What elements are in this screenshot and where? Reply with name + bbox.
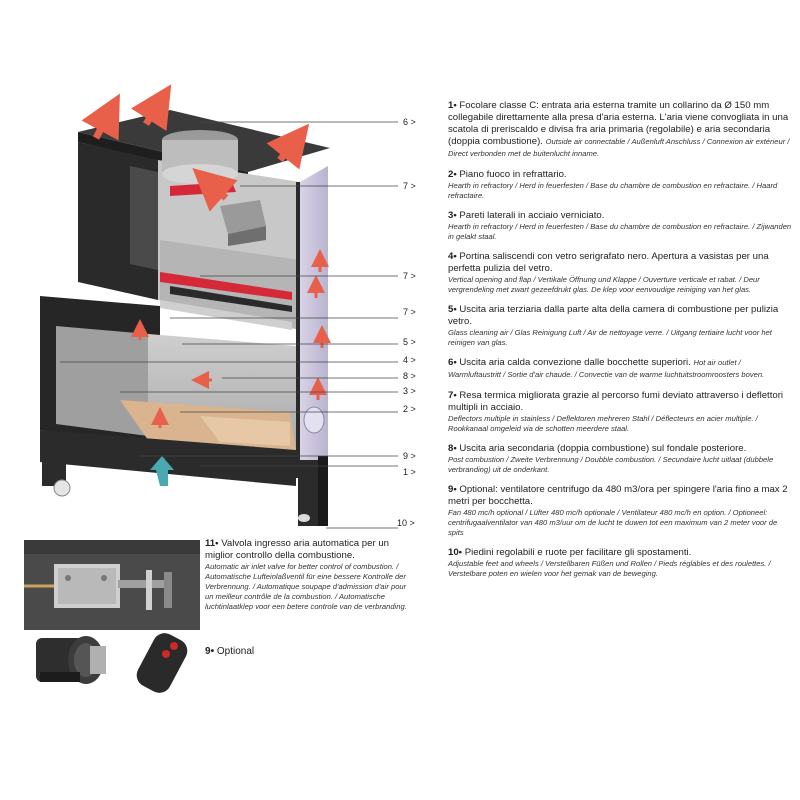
callout-label: 7 > [403,271,416,281]
note-item: 8• Uscita aria secondaria (doppia combustione) sul fondale posteriore. Post combustion / Zweite Verbrennung / Doubble combustion. / Secundaire lucht uitlaat (dubbele verbranding) uit de onderkant. [448,443,774,474]
note-item: 9• Optional: ventilatore centrifugo da 480 m3/ora per spingere l'aria fino a max 2 metri per bocchetta. Fan 480 mc/h optional / Lüfter 480 mc/h optionale / Ventilateur 480 mc/h en option. / Optioneel: centrifugaalventilator van 480 m3/uur om de lucht te duwen tot een maximum van 2 meter voor de spits [448,484,788,537]
note-item: 10• Piedini regolabili e ruote per facilitare gli spostamenti. Adjustable feet and wheels / Verstellbaren Füßen und Rollen / Pieds réglables et des roulettes. / Verstelbare poten en wielen voor het gemak van de beweging. [448,547,771,578]
callout-label: 4 > [403,355,416,365]
note-item: 1• Focolare classe C: entrata aria esterna tramite un collarino da Ø 150 mm collegabile direttamente alla presa d'aria esterna. L'aria viene convogliata in una scatola di preriscaldo e divisa fra aria primaria (regolabile) e aria secondaria (doppia combustione). Outside air connectable / Außenluft Anschluss / Connexion air extérieur / Direct verbonden met de buitenlucht inname. [448,100,790,158]
body-left-panel [78,142,158,300]
callout-label: 7 > [403,181,416,191]
callout-label: 6 > [403,117,416,127]
callout-label: 7 > [403,307,416,317]
note-item: 3• Pareti laterali in acciaio verniciato. Hearth in refractory / Herd in feuerfesten / Base du chambre de combustion en refractaire. / Zijwanden in gelakt staal. [448,210,792,241]
callout-label: 9 > [403,451,416,461]
optional-fan-and-remote-photo [24,610,200,700]
optional-label: 9• Optional [205,646,255,657]
note-item-11: 11• Valvola ingresso aria automatica per un miglior controllo della combustione. Automatic air inlet valve for better control of combustion. / Automatische Lufteinlaßventil für eine bessere Kontrolle der Verbrennung. / Automatique soupape d'admission d'air pour un meilleur contrôle de la combustion. / Automatische luchtinlaatklep voor een betere controle van de verbranding. [205,538,407,611]
note-item: 4• Portina saliscendi con vetro serigrafato nero. Apertura a vasistas per una perfetta pulizia del vetro. Vertical opening and flap / Vertikale Öffnung und Klappe / Ouverture verticale et rabat. / Deur vergrendeling met zwart gezeefdrukt glas. De klep voor eenvoudige reiniging van het glas. [448,251,769,294]
notes-column [448,100,794,588]
note-item: 6• Uscita aria calda convezione dalle bocchette superiori. Hot air outlet / Warmluftaustritt / Sortie d'air chaude. / Convectie van de warme luchtuitstroomroosters boven. [448,357,765,379]
remote-control-icon [132,629,191,697]
flue-collar [162,130,238,184]
callout-label: 2 > [403,404,416,414]
note-item: 7• Resa termica migliorata grazie al percorso fumi deviato attraverso i deflettori multipli in acciaio. Deflectors multiple in stainless / Deflektoren mehreren Stahl / Déflecteurs en acier multiple. / Rookkanaal omgeleid via de schotten meerdere staal. [448,390,784,433]
centrifugal-fan-icon [36,636,106,684]
callout-label: 5 > [403,337,416,347]
convection-duct [296,166,328,478]
fireplace-cutaway-diagram [0,0,440,540]
callout-label: 1 > [403,467,416,477]
callout-label: 10 > [397,518,415,528]
callout-label: 3 > [403,386,416,396]
note-item: 5• Uscita aria terziaria dalla parte alta della camera di combustione per pulizia vetro. Glass cleaning air / Glas Reinigung Luft / Air de nettoyage verre. / Uitgang tertiaire lucht voor het reinigen van glas. [448,304,779,347]
note-item: 2• Piano fuoco in refrattario. Hearth in refractory / Herd in feuerfesten / Base du chambre de combustion en refractaire. / Haard refractaire. [448,169,778,200]
callout-label: 8 > [403,371,416,381]
